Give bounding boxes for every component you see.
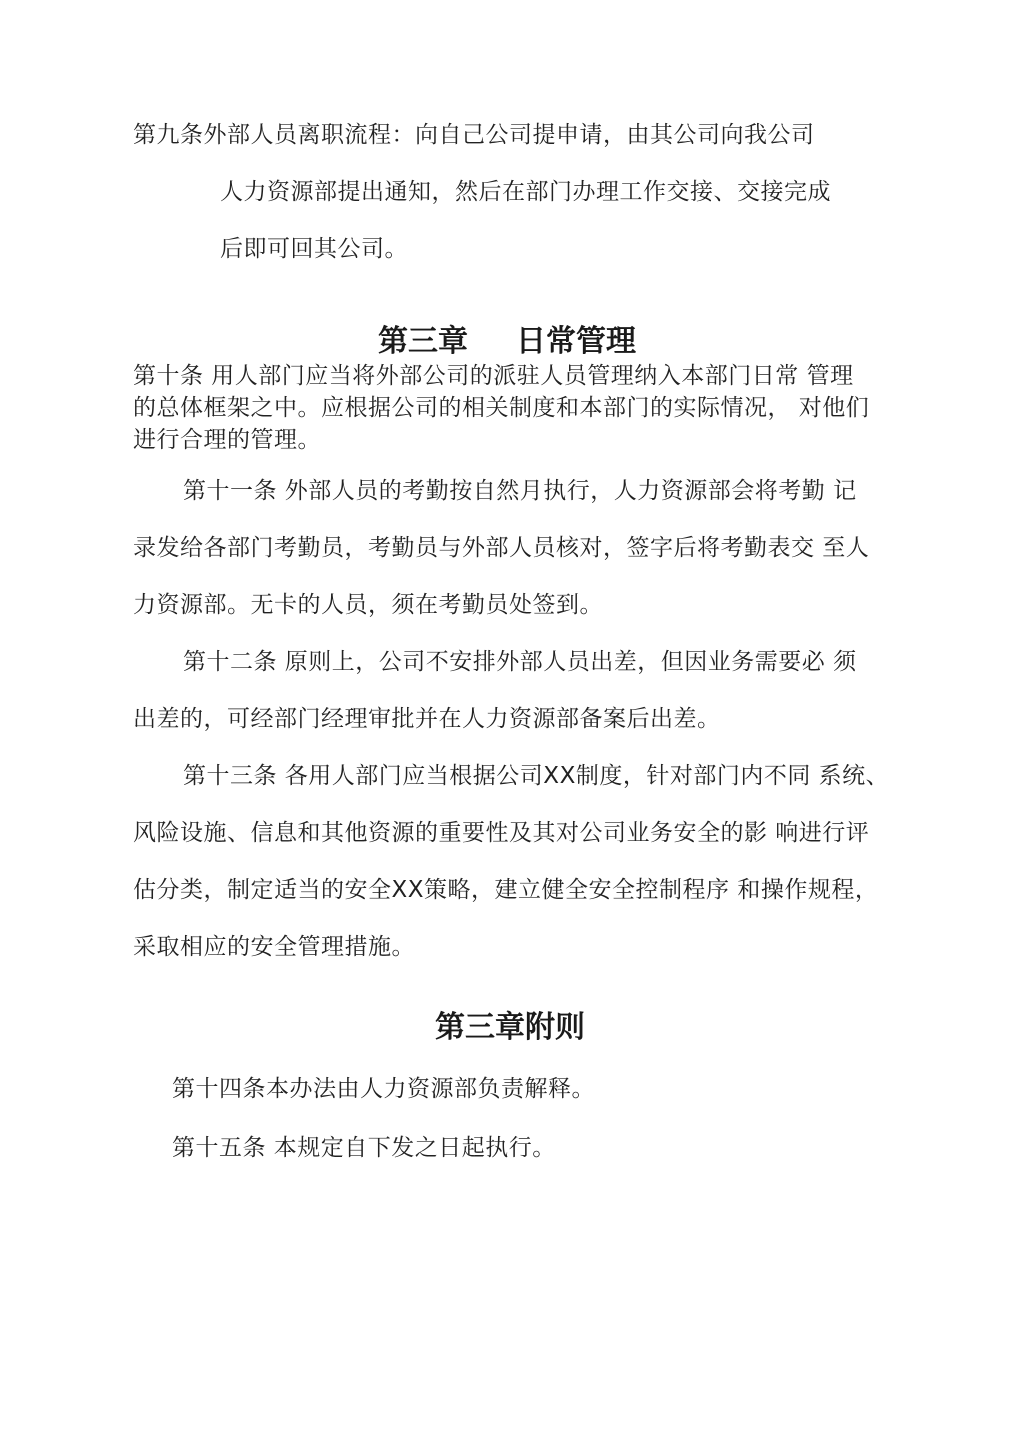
article-10-line-3: 进行合理的管理。 <box>133 427 321 453</box>
article-10-line-2: 的总体框架之中。应根据公司的相关制度和本部门的实际情况， 对他们 <box>133 395 870 421</box>
article-13-line-4: 采取相应的安全管理措施。 <box>133 934 415 960</box>
article-9-line-2: 人力资源部提出通知，然后在部门办理工作交接、交接完成 <box>220 179 831 205</box>
article-11-line-2: 录发给各部门考勤员，考勤员与外部人员核对，签字后将考勤表交 至人 <box>133 535 870 561</box>
article-13-line-2: 风险设施、信息和其他资源的重要性及其对公司业务安全的影 响进行评 <box>133 820 870 846</box>
article-14-line: 第十四条本办法由人力资源部负责解释。 <box>172 1076 595 1102</box>
article-13-line-3: 估分类，制定适当的安全XX策略，建立健全安全控制程序 和操作规程， <box>133 877 879 903</box>
article-12-line-2: 出差的，可经部门经理审批并在人力资源部备案后出差。 <box>133 706 721 732</box>
article-12-line-1: 第十二条 原则上，公司不安排外部人员出差，但因业务需要必 须 <box>183 649 857 675</box>
article-11-line-1: 第十一条 外部人员的考勤按自然月执行，人力资源部会将考勤 记 <box>183 478 857 504</box>
article-11-line-3: 力资源部。无卡的人员，须在考勤员处签到。 <box>133 592 603 618</box>
article-13-line-1: 第十三条 各用人部门应当根据公司XX制度，针对部门内不同 系统、 <box>183 763 890 789</box>
chapter-3-title: 日常管理 <box>516 324 636 359</box>
appendix-heading: 第三章附则 <box>435 1010 585 1045</box>
article-15-line: 第十五条 本规定自下发之日起执行。 <box>172 1135 556 1161</box>
article-9-line-1: 第九条外部人员离职流程：向自己公司提申请，由其公司向我公司 <box>133 122 815 148</box>
chapter-3-heading <box>378 322 636 362</box>
article-10-line-1: 第十条 用人部门应当将外部公司的派驻人员管理纳入本部门日常 管理 <box>133 363 854 389</box>
article-9-line-3: 后即可回其公司。 <box>220 236 408 262</box>
chapter-3-number: 第三章 <box>378 324 468 359</box>
